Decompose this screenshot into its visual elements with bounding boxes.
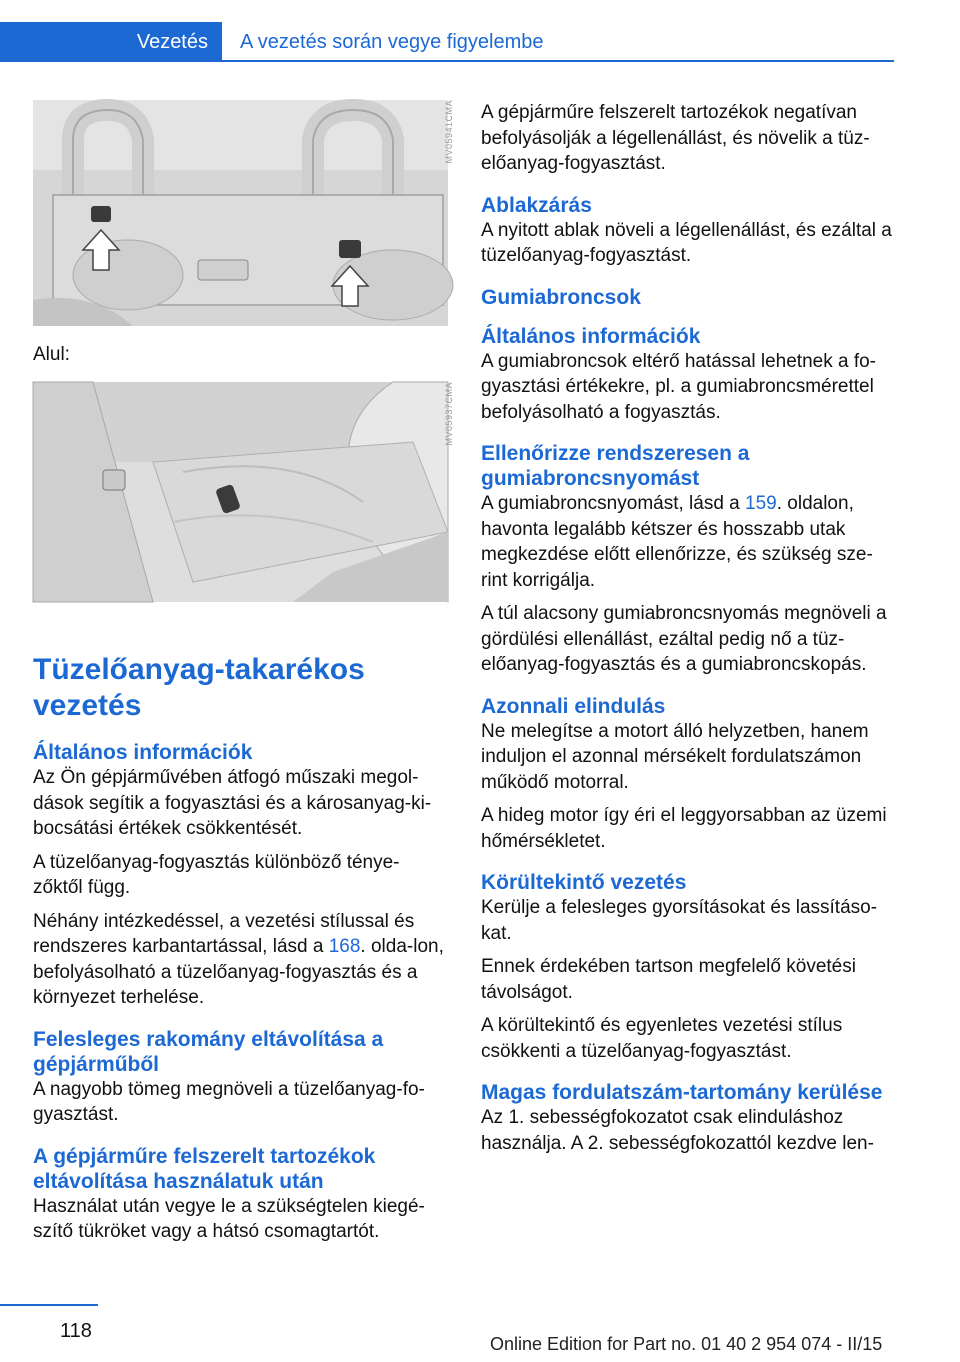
general-paragraph-3-text-a: Néhány intézkedéssel, a vezetési stílussal és rendszeres karbantartással, lásd a xyxy=(33,910,415,957)
topic-tab: A vezetés során vegye figyelembe xyxy=(240,31,544,53)
right-column xyxy=(481,100,899,1164)
remove-accessories-heading: A gépjárműre felszerelt tartozékok eltávolítása használatuk után xyxy=(33,1144,376,1193)
anticipatory-paragraph-1: Kerülje a felesleges gyorsításokat és lassításo-kat. xyxy=(481,897,878,944)
figure-code-bottom: MV05937CMA xyxy=(444,382,454,446)
page-link-168[interactable]: 168 xyxy=(328,936,361,957)
header-rule xyxy=(222,60,894,62)
drive-off-heading: Azonnali elindulás xyxy=(481,694,666,718)
tyres-general-heading: Általános információk xyxy=(481,324,701,348)
section-tab: Vezetés xyxy=(0,22,222,62)
tyre-pressure-paragraph-2: A túl alacsony gumiabroncsnyomás megnöveli a gördülési ellenállást, ezáltal pedig nő a tüz-előanyag-fogyasztás és a gumiabroncskopás. xyxy=(481,603,887,675)
general-paragraph-1: Az Ön gépjárművében átfogó műszaki megol-dások segítik a fogyasztási és a károsanyag-ki-bocsátási értékek csökkentését. xyxy=(33,767,432,839)
figure-code-top: MV05941CMA xyxy=(444,100,454,164)
windows-heading: Ablakzárás xyxy=(481,193,592,217)
footer-rule xyxy=(0,1304,98,1306)
tyre-pressure-text-a: A gumiabroncsnyomást, lásd a xyxy=(481,493,746,514)
trunk-hooks-photo xyxy=(33,100,454,326)
left-column xyxy=(33,100,454,1253)
anticipatory-driving-heading: Körültekintő vezetés xyxy=(481,871,687,894)
edition-note: Online Edition for Part no. 01 40 2 954 074 - II/15 xyxy=(490,1334,883,1354)
remove-load-paragraph: A nagyobb tömeg megnöveli a tüzelőanyag-fo-gyasztást. xyxy=(33,1078,425,1125)
tyre-pressure-text-b: . oldalon, havonta legalább kétszer és hosszabb utak megkezdése előtt ellenőrizze, és szükség sze-rint korrigálja. xyxy=(481,493,873,591)
high-rpm-heading: Magas fordulatszám-tartomány kerülése xyxy=(481,1081,883,1104)
trunk-bottom-photo xyxy=(33,382,454,602)
trunk-bottom-illustration xyxy=(33,382,448,602)
general-paragraph-3-text-b: . olda-lon, befolyásolható a tüzelőanyag-fogyasztás és a környezet terhelése. xyxy=(33,936,444,1008)
remove-accessories-paragraph: Használat után vegye le a szükségtelen kiegé-szítő tükröket vagy a hátsó csomagtartót. xyxy=(33,1195,425,1242)
windows-paragraph: A nyitott ablak növeli a légellenállást, és ezáltal a tüzelőanyag-fogyasztást. xyxy=(481,219,892,266)
bottom-label: Alul: xyxy=(33,344,70,365)
general-paragraph-2: A tüzelőanyag-fogyasztás különböző ténye-zőktől függ. xyxy=(33,851,400,898)
section-heading: Tüzelőanyag-takarékos vezetés xyxy=(33,653,365,722)
anticipatory-paragraph-2: Ennek érdekében tartson megfelelő követési távolságot. xyxy=(481,956,856,1003)
anticipatory-paragraph-3: A körültekintő és egyenletes vezetési stílus csökkenti a tüzelőanyag-fogyasztást. xyxy=(481,1015,843,1062)
tyre-pressure-heading: Ellenőrizze rendszeresen a gumiabroncsnyomást xyxy=(481,442,750,490)
tyres-heading: Gumiabroncsok xyxy=(481,285,641,309)
high-rpm-paragraph: Az 1. sebességfokozatot csak elinduláshoz használja. A 2. sebességfokozattól kezdve len- xyxy=(481,1107,874,1154)
page-header xyxy=(0,22,894,62)
page-link-159[interactable]: 159 xyxy=(745,493,777,514)
drive-off-paragraph-2: A hideg motor így éri el leggyorsabban az üzemi hőmérsékletet. xyxy=(481,805,887,852)
tyre-pressure-paragraph-1 xyxy=(481,491,899,593)
remove-load-heading: Felesleges rakomány eltávolítása a gépjárműből xyxy=(33,1027,384,1076)
page-number: 118 xyxy=(60,1320,92,1342)
tyres-general-paragraph: A gumiabroncsok eltérő hatással lehetnek a fo-gyasztási értékekre, pl. a gumiabroncsmérettel befolyásolható a fogyasztás. xyxy=(481,350,877,423)
drive-off-paragraph-1: Ne melegítse a motort álló helyzetben, hanem induljon el azonnal mérsékelt fordulatszámon működő motorral. xyxy=(481,720,869,793)
accessories-continued-paragraph: A gépjárműre felszerelt tartozékok negatívan befolyásolják a légellenállást, és növelik a tüz-előanyag-fogyasztást. xyxy=(481,102,870,174)
trunk-hooks-illustration xyxy=(33,100,448,326)
general-info-heading: Általános információk xyxy=(33,741,253,764)
general-paragraph-3 xyxy=(33,909,448,1011)
